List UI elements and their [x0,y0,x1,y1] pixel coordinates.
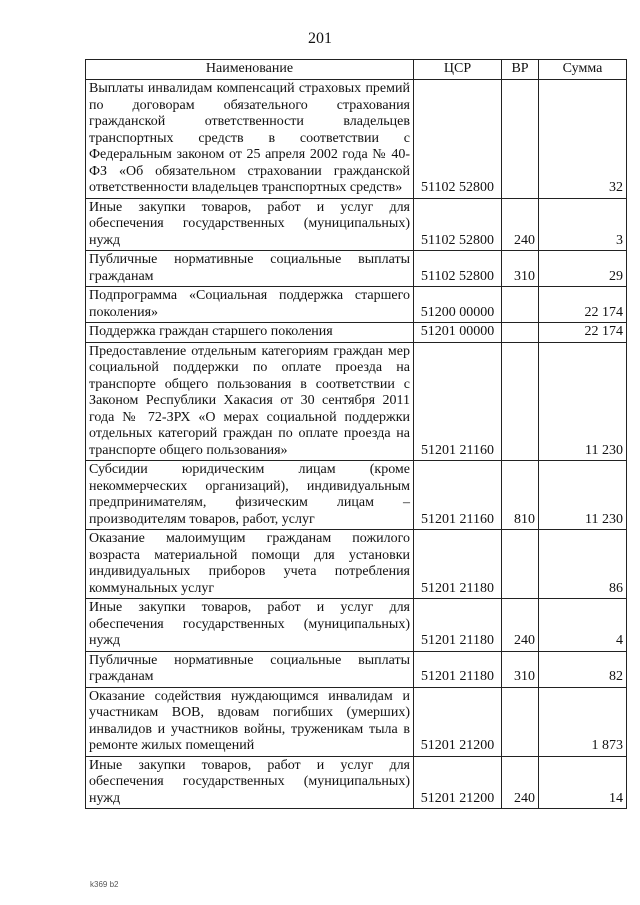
row-sum: 22 174 [539,287,627,323]
table-row [86,461,627,530]
row-vr: 810 [502,461,539,530]
budget-table [85,59,627,809]
row-sum: 11 230 [539,342,627,461]
row-vr: 310 [502,251,539,287]
table-row [86,530,627,599]
table-row [86,323,627,343]
row-vr: 240 [502,198,539,251]
page-number: 201 [308,30,332,47]
row-name: Публичные нормативные социальные выплаты гражданам [86,651,414,687]
row-sum: 3 [539,198,627,251]
table-row [86,251,627,287]
row-name: Иные закупки товаров, работ и услуг для обеспечения государственных (муниципальных) нужд [86,599,414,652]
row-csr: 51201 21160 [414,342,502,461]
row-sum: 11 230 [539,461,627,530]
row-name: Иные закупки товаров, работ и услуг для обеспечения государственных (муниципальных) нужд [86,198,414,251]
row-sum: 1 873 [539,687,627,756]
row-csr: 51201 21200 [414,756,502,809]
row-csr: 51102 52800 [414,251,502,287]
row-vr [502,342,539,461]
row-vr: 310 [502,651,539,687]
row-vr [502,80,539,199]
row-name: Оказание содействия нуждающимся инвалидам и участникам ВОВ, вдовам погибших (умерших) инвалидов и участников войны, труженикам тыла в ремонте жилых помещений [86,687,414,756]
table-row [86,756,627,809]
row-name: Предоставление отдельным категориям граждан мер социальной поддержки по оплате проезда на транспорте общего пользования в соответствии с Законом Республики Хакасия от 30 сентября 2011 года № 72-ЗРХ «О мерах социальной поддержки отдельных категорий граждан по оплате проезда на транспорте общего пользования» [86,342,414,461]
row-csr: 51201 21180 [414,599,502,652]
row-name: Иные закупки товаров, работ и услуг для обеспечения государственных (муниципальных) нужд [86,756,414,809]
table-row [86,287,627,323]
table-row [86,342,627,461]
row-name: Публичные нормативные социальные выплаты гражданам [86,251,414,287]
row-sum: 32 [539,80,627,199]
row-sum: 14 [539,756,627,809]
table-row [86,198,627,251]
row-name: Выплаты инвалидам компенсаций страховых премий по договорам обязательного страхования гражданской ответственности владельцев транспортных средств в соответствии с Федеральным законом от 25 апреля 2002 года № 40-ФЗ «Об обязательном страховании гражданской ответственности владельцев транспортных средств» [86,80,414,199]
row-csr: 51200 00000 [414,287,502,323]
row-name: Поддержка граждан старшего поколения [86,323,414,343]
row-csr: 51201 21160 [414,461,502,530]
row-vr: 240 [502,756,539,809]
row-csr: 51102 52800 [414,198,502,251]
footer-mark: k369 b2 [90,880,119,889]
header-sum: Сумма [539,60,627,80]
row-sum: 29 [539,251,627,287]
header-csr: ЦСР [414,60,502,80]
row-name: Оказание малоимущим гражданам пожилого возраста материальной помощи для установки индивидуальных приборов учета потребления коммунальных услуг [86,530,414,599]
header-vr: ВР [502,60,539,80]
table-row [86,651,627,687]
row-vr [502,530,539,599]
table-row [86,599,627,652]
row-vr: 240 [502,599,539,652]
row-name: Подпрограмма «Социальная поддержка старшего поколения» [86,287,414,323]
row-csr: 51201 21180 [414,530,502,599]
row-vr [502,287,539,323]
row-sum: 82 [539,651,627,687]
row-csr: 51201 21200 [414,687,502,756]
table-row [86,687,627,756]
row-sum: 86 [539,530,627,599]
row-csr: 51201 00000 [414,323,502,343]
row-name: Субсидии юридическим лицам (кроме некоммерческих организаций), индивидуальным предпринимателям, физическим лицам – производителям товаров, работ, услуг [86,461,414,530]
table-header-row [86,60,627,80]
row-vr [502,323,539,343]
row-csr: 51201 21180 [414,651,502,687]
row-csr: 51102 52800 [414,80,502,199]
row-sum: 22 174 [539,323,627,343]
table-row [86,80,627,199]
header-name: Наименование [86,60,414,80]
row-vr [502,687,539,756]
row-sum: 4 [539,599,627,652]
table-body [86,80,627,809]
